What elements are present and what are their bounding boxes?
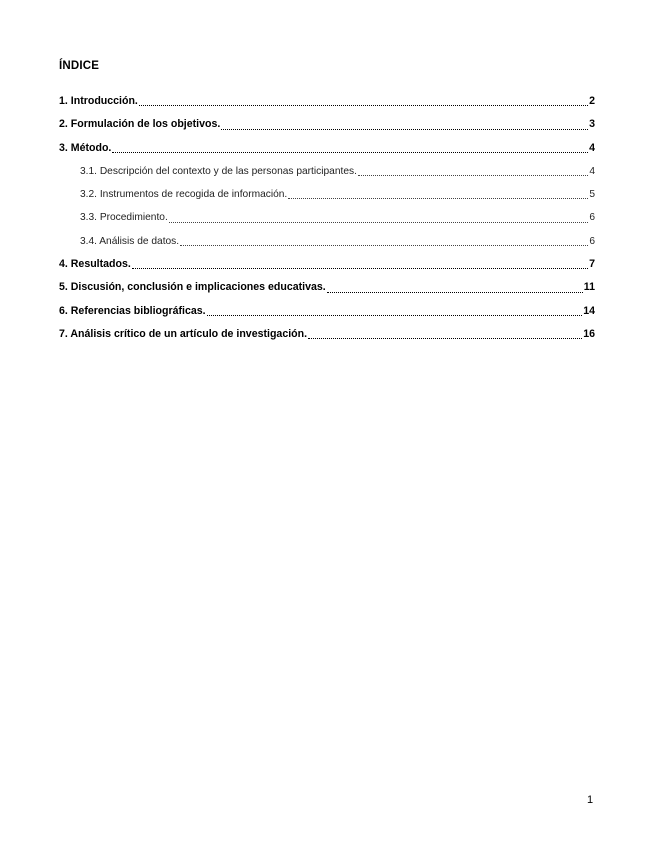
toc-entry-label: 6. Referencias bibliográficas. (59, 304, 206, 317)
toc-entry-label: 7. Análisis crítico de un artículo de investigación. (59, 327, 308, 340)
toc-subentry[interactable] (59, 206, 595, 229)
toc-entry-label: 4. Resultados. (59, 258, 131, 271)
dot-leader (221, 128, 588, 130)
dot-leader (207, 314, 583, 316)
table-of-contents (59, 90, 595, 346)
dot-leader (112, 151, 588, 153)
toc-entry-page: 11 (583, 281, 595, 294)
toc-entry-page: 6 (589, 212, 595, 224)
dot-leader (288, 197, 588, 199)
toc-entry[interactable] (59, 276, 595, 299)
toc-entry-page: 2 (589, 95, 595, 107)
dot-leader (327, 291, 583, 293)
toc-entry-label: 1. Introducción. (59, 95, 138, 107)
toc-entry[interactable] (59, 323, 595, 346)
dot-leader (139, 104, 588, 106)
dot-leader (132, 267, 588, 269)
toc-entry[interactable] (59, 90, 595, 113)
toc-entry[interactable] (59, 253, 595, 276)
toc-entry[interactable] (59, 300, 595, 323)
dot-leader (308, 337, 582, 339)
toc-entry-label: 3. Método. (59, 141, 112, 154)
toc-entry[interactable] (59, 137, 595, 160)
dot-leader (169, 221, 589, 223)
toc-entry-label: 3.4. Análisis de datos. (80, 235, 180, 247)
toc-entry-label: 3.3. Procedimiento. (80, 212, 168, 224)
index-title: ÍNDICE (59, 60, 100, 72)
toc-entry-page: 6 (589, 235, 595, 247)
toc-entry-page: 5 (589, 189, 595, 201)
page-number: 1 (587, 794, 594, 806)
toc-entry-label: 5. Discusión, conclusión e implicaciones educativas. (59, 281, 326, 294)
toc-entry-page: 7 (589, 258, 595, 271)
toc-entry-label: 3.2. Instrumentos de recogida de información. (80, 189, 288, 201)
toc-subentry[interactable] (59, 160, 595, 183)
toc-entry-page: 4 (589, 165, 595, 177)
toc-entry-label: 3.1. Descripción del contexto y de las personas participantes. (80, 165, 357, 177)
toc-entry-page: 4 (589, 141, 595, 154)
dot-leader (358, 174, 588, 176)
toc-entry-label: 2. Formulación de los objetivos. (59, 118, 221, 131)
toc-subentry[interactable] (59, 230, 595, 253)
toc-entry-page: 3 (589, 118, 595, 131)
toc-subentry[interactable] (59, 183, 595, 206)
toc-entry-page: 16 (583, 327, 595, 340)
toc-entry-page: 14 (583, 304, 595, 317)
toc-entry[interactable] (59, 113, 595, 136)
dot-leader (180, 244, 588, 246)
